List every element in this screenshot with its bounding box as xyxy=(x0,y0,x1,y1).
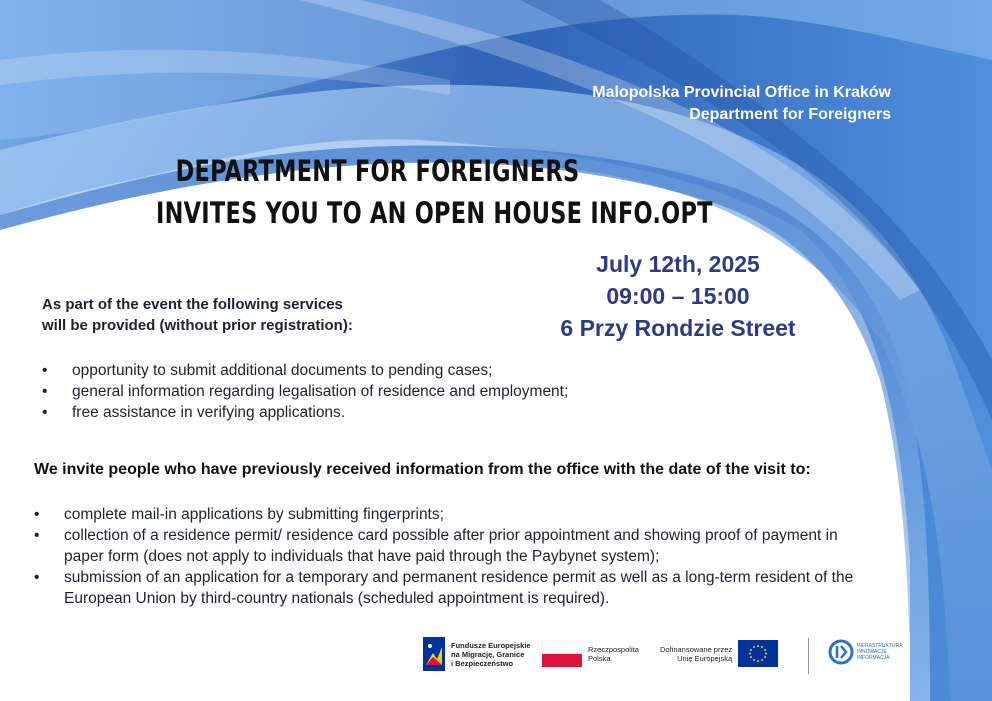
office-header xyxy=(592,82,891,126)
services-intro-line-1: As part of the event the following services xyxy=(42,296,343,313)
list-item xyxy=(34,525,864,567)
headline xyxy=(156,150,713,234)
eu-funds-logo xyxy=(423,637,531,671)
eu-cofunded-text: Dofinansowane przez Unię Europejską xyxy=(660,644,733,663)
department-name: Department for Foreigners xyxy=(689,106,891,123)
poland-flag-icon xyxy=(542,641,582,667)
invitation-list xyxy=(34,504,864,609)
event-date: July 12th, 2025 xyxy=(596,251,760,277)
bullet-icon: • xyxy=(34,569,40,586)
event-address: 6 Przy Rondzie Street xyxy=(560,315,796,341)
poland-logo xyxy=(542,641,639,667)
invitation-heading: We invite people who have previously received information from the office with the date of the visit to: xyxy=(34,461,811,478)
footer-divider xyxy=(808,638,809,674)
sponsor-logos-footer xyxy=(420,632,910,686)
event-time: 09:00 – 15:00 xyxy=(606,283,750,309)
list-item xyxy=(42,381,568,402)
bullet-icon: • xyxy=(34,506,40,523)
headline-line-1: DEPARTMENT FOR FOREIGNERS xyxy=(175,154,580,188)
list-item-text: submission of an application for a temporary and permanent residence permit as well as a long-term resident of the European Union by third-country nationals (scheduled appointment is required). xyxy=(64,569,854,607)
headline-line-2: INVITES YOU TO AN OPEN HOUSE INFO.OPT xyxy=(156,196,713,230)
list-item xyxy=(42,360,568,381)
eu-cofunded-logo xyxy=(660,640,778,667)
infrastructure-icon xyxy=(828,638,854,666)
poland-text: Rzeczpospolita Polska xyxy=(588,645,639,663)
event-details xyxy=(530,248,826,344)
eu-funds-icon xyxy=(423,637,445,671)
list-item-text: opportunity to submit additional documents to pending cases; xyxy=(72,362,493,379)
services-list xyxy=(42,360,568,423)
list-item xyxy=(34,504,864,525)
list-item-text: general information regarding legalisation of residence and employment; xyxy=(72,383,569,400)
list-item xyxy=(34,567,864,609)
list-item-text: free assistance in verifying applications. xyxy=(72,404,346,421)
office-name: Malopolska Provincial Office in Kraków xyxy=(592,84,891,101)
list-item-text: complete mail-in applications by submitting fingerprints; xyxy=(64,506,444,523)
eu-funds-text: Fundusze Europejskie na Migrację, Granice i Bezpieczeństwo xyxy=(451,640,531,668)
infrastructure-text: INFRASTRUKTURA INNOWACJE INFORMACJA xyxy=(857,643,903,661)
services-intro xyxy=(42,294,353,336)
bullet-icon: • xyxy=(42,362,48,379)
eu-flag-icon xyxy=(738,640,778,667)
infrastructure-logo xyxy=(828,638,903,666)
list-item-text: collection of a residence permit/ residence card possible after prior appointment and showing proof of payment in paper form (does not apply to individuals that have paid through the Paybynet system); xyxy=(64,527,838,565)
list-item xyxy=(42,402,568,423)
bullet-icon: • xyxy=(42,404,48,421)
services-intro-line-2: will be provided (without prior registration): xyxy=(42,317,353,334)
bullet-icon: • xyxy=(34,527,40,544)
bullet-icon: • xyxy=(42,383,48,400)
